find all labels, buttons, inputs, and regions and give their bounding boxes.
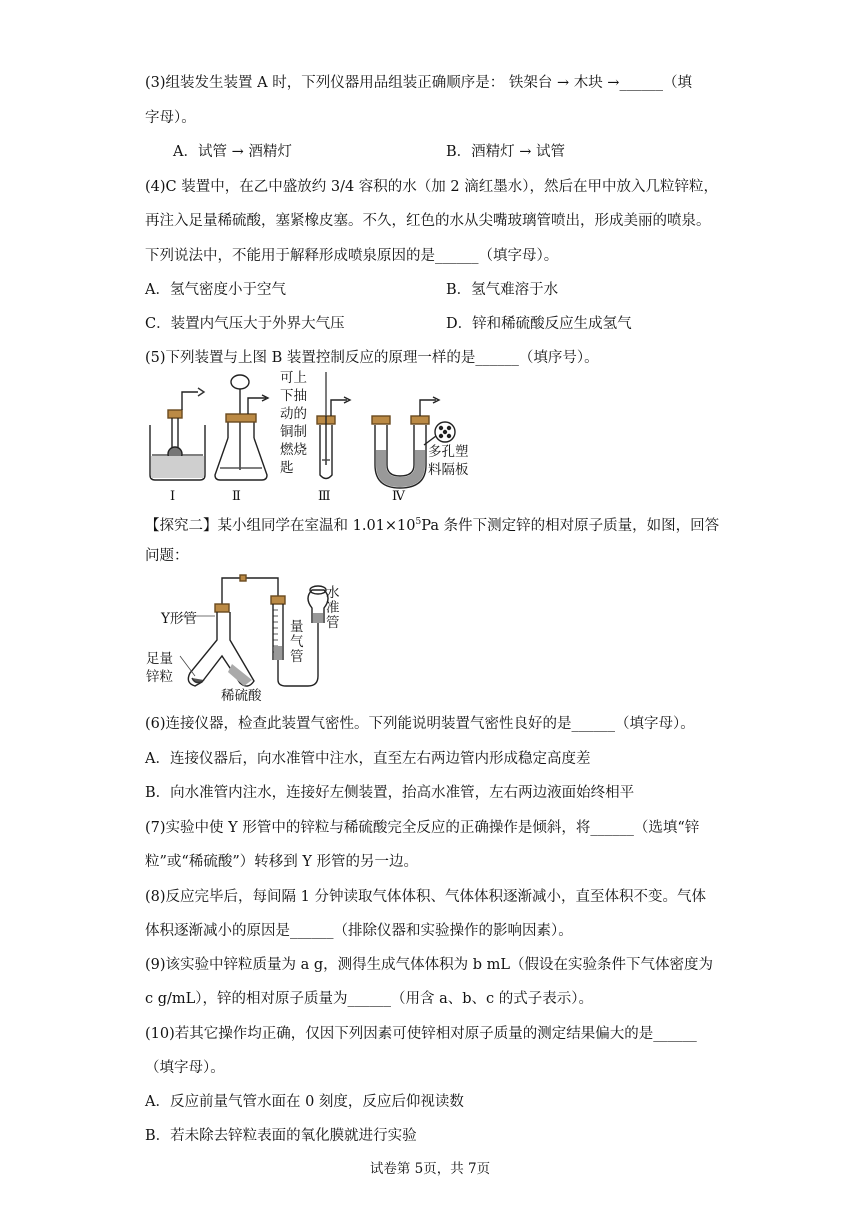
- q3-line2: 字母）。: [145, 110, 196, 126]
- q10-option-b: B．若未除去锌粒表面的氧化膜就进行实验: [145, 1128, 417, 1144]
- q5-line1: (5)下列装置与上图 B 装置控制反应的原理一样的是______（填序号）。: [145, 350, 599, 366]
- q9-line1: (9)该实验中锌粒质量为 a g，测得生成气体体积为 b mL（假设在实验条件下气体密度为: [145, 957, 714, 973]
- q7-line1: (7)实验中使 Y 形管中的锌粒与稀硫酸完全反应的正确操作是倾斜，将______（选填“锌: [145, 820, 700, 836]
- numeral-4: Ⅳ: [392, 489, 405, 504]
- q6-option-b: B．向水准管内注水，连接好左侧装置，抬高水准管，左右两边液面始终相平: [145, 785, 635, 801]
- explore2-text-a: 【探究二】某小组同学在室温和 1.01×10: [145, 517, 416, 534]
- gas-tube-label: [290, 620, 306, 665]
- spoon-label-2: 下抽: [280, 388, 307, 404]
- explore2-line2: 问题：: [145, 548, 189, 564]
- apparatus-2: [215, 375, 268, 480]
- explore2-text-b: Pa 条件下测定锌的相对原子质量，如图，回答: [421, 517, 720, 534]
- q6-option-a: A．连接仪器后，向水准管中注水，直至左右两边管内形成稳定高度差: [145, 751, 591, 767]
- q4-line3: 下列说法中，不能用于解释形成喷泉原因的是______（填字母）。: [145, 248, 559, 264]
- q4-option-b: B．氢气难溶于水: [446, 282, 559, 298]
- explore2-line1: [145, 512, 719, 536]
- q4-line2: 再注入足量稀硫酸，塞紧橡皮塞。不久，红色的水从尖嘴玻璃管喷出，形成美丽的喷泉。: [145, 213, 711, 229]
- water-tube-label-1: 水: [326, 585, 340, 601]
- q3-option-b: B．酒精灯 → 试管: [446, 144, 566, 160]
- plate-label-2: 料隔板: [428, 462, 469, 478]
- q4-option-c: C．装置内气压大于外界大气压: [145, 316, 345, 332]
- explore2-sup: 5: [415, 517, 422, 527]
- page-footer: 试卷第 5页，共 7页: [369, 1161, 491, 1177]
- spoon-label-3: 动的: [280, 406, 307, 422]
- q4-line1: (4)C 装置中，在乙中盛放约 3/4 容积的水（加 2 滴红墨水），然后在甲中放入几粒锌粒，: [145, 179, 718, 195]
- gas-tube-label-1: 量: [290, 619, 304, 635]
- q10-option-a: A．反应前量气管水面在 0 刻度，反应后仰视读数: [145, 1094, 464, 1110]
- q6-line1: (6)连接仪器，检查此装置气密性。下列能说明装置气密性良好的是______（填字母）。: [145, 716, 695, 732]
- zinc-label-2: 锌粒: [146, 669, 173, 685]
- water-tube-label-3: 管: [326, 615, 340, 631]
- numeral-3: Ⅲ: [318, 489, 331, 504]
- numeral-2: Ⅱ: [232, 489, 241, 504]
- plate-label-1: 多孔塑: [428, 444, 469, 460]
- spoon-label-1: 可上: [280, 370, 307, 386]
- numeral-1: Ⅰ: [170, 489, 176, 504]
- y-tube-label: Y形管: [161, 611, 197, 627]
- q9-line2: c g/mL），锌的相对原子质量为______（用含 a、b、c 的式子表示）。: [145, 991, 594, 1007]
- spoon-label-5: 燃烧: [280, 442, 307, 458]
- apparatus-3: [317, 372, 350, 479]
- spoon-label-4: 铜制: [280, 424, 307, 440]
- gas-tube-label-2: 气: [290, 634, 304, 650]
- q3-option-a: A．试管 → 酒精灯: [173, 144, 292, 160]
- q8-line1: (8)反应完毕后，每间隔 1 分钟读取气体体积、气体体积逐渐减小，直至体积不变。气体: [145, 889, 706, 905]
- water-tube-label-2: 准: [326, 600, 340, 616]
- water-tube-label: [326, 586, 342, 631]
- acid-label: 稀硫酸: [221, 688, 262, 704]
- q10-line2: （填字母）。: [145, 1060, 225, 1076]
- spoon-label-6: 匙: [280, 460, 294, 476]
- q8-line2: 体积逐渐减小的原因是______（排除仪器和实验操作的影响因素）。: [145, 923, 573, 939]
- q7-line2: 粒”或“稀硫酸”）转移到 Y 形管的另一边。: [145, 854, 419, 870]
- q4-option-d: D．锌和稀硫酸反应生成氢气: [446, 316, 632, 332]
- apparatus-figure-1: [140, 370, 500, 505]
- gas-tube-label-3: 管: [290, 649, 304, 665]
- q4-option-a: A．氢气密度小于空气: [145, 282, 286, 298]
- zinc-label: [146, 650, 173, 686]
- zinc-label-1: 足量: [146, 651, 173, 667]
- q10-line1: (10)若其它操作均正确，仅因下列因素可使锌相对原子质量的测定结果偏大的是______: [145, 1026, 697, 1042]
- q3-line1: (3)组装发生装置 A 时，下列仪器用品组装正确顺序是： 铁架台 → 木块 →______（填: [145, 75, 692, 91]
